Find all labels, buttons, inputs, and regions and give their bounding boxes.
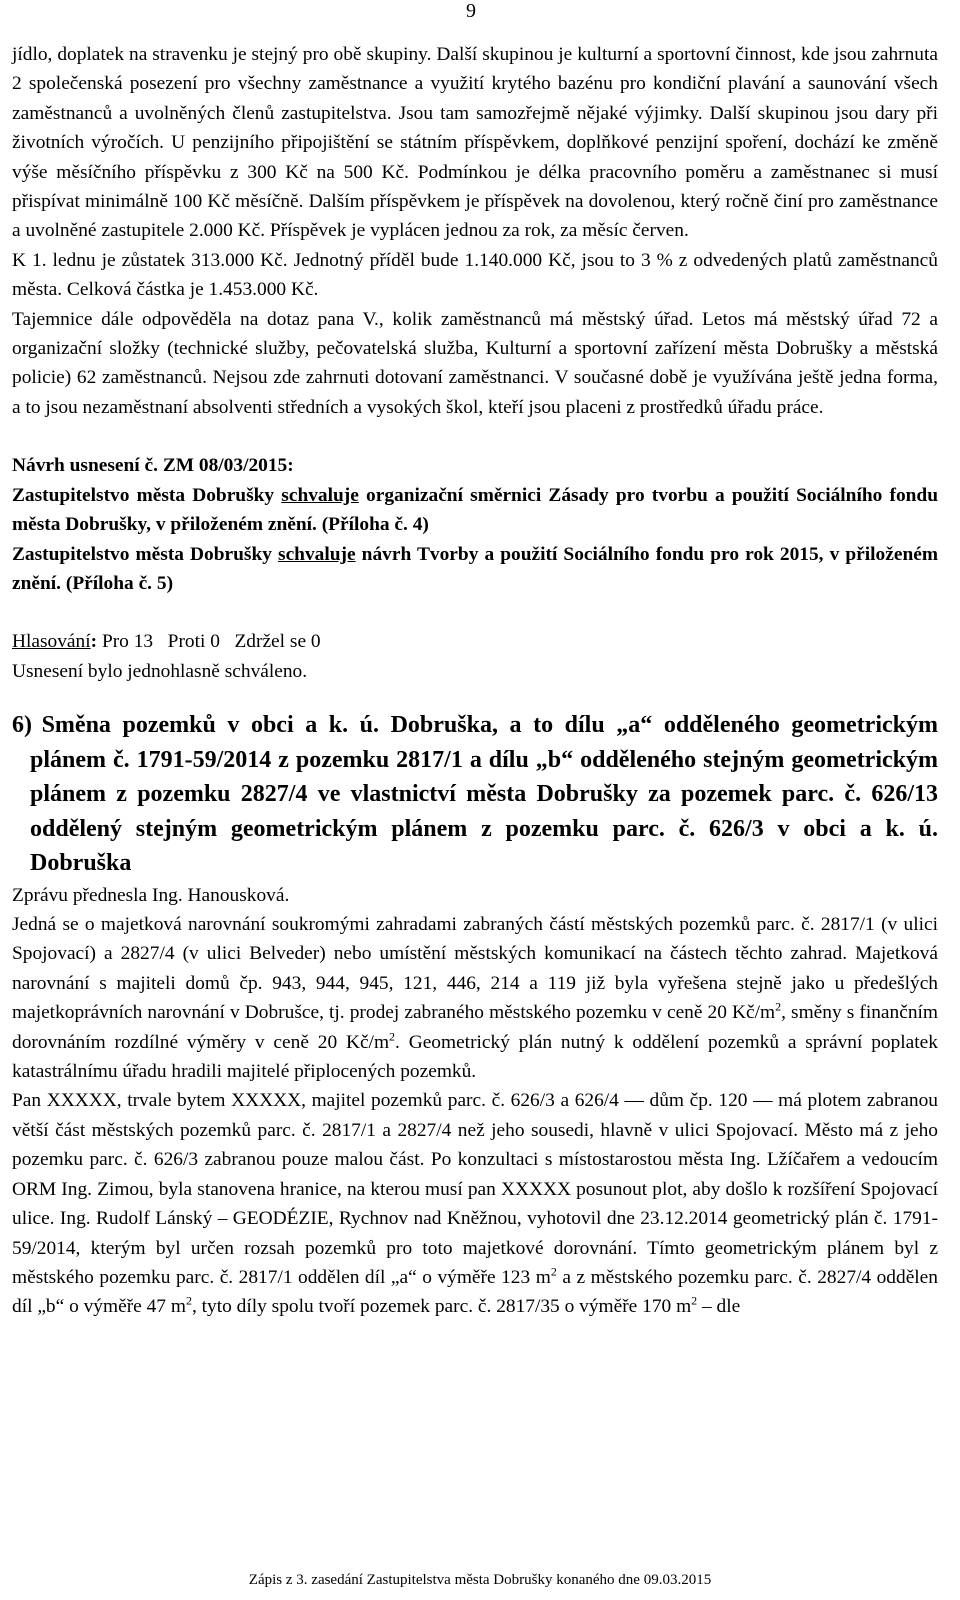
section-6-heading: 6) Směna pozemků v obci a k. ú. Dobruška, a to dílu „a“ odděleného geometrickým plánem č. 1791-59/2014 z pozemku 2817/1 a dílu „b“ odděleného stejným geometrickým plánem z pozemku 2827/4 ve vlastnictví města Dobrušky za pozemek parc. č. 626/13 oddělený stejným geometrickým plánem z pozemku parc. č. 626/3 v obci a k. ú. Dobruška: [12, 712, 938, 877]
section-6-presenter: Zprávu přednesla Ing. Hanousková.: [12, 884, 290, 906]
vote-label: Hlasování: [12, 631, 91, 653]
paragraph-social-fund: jídlo, doplatek na stravenku je stejný pro obě skupiny. Další skupinou je kulturní a sportovní činnost, kde jsou zahrnuta 2 společenská posezení pro všechny zaměstnance a využití krytého bazénu pro kondiční plavání a saunování všech zaměstnanců a uvolněných členů zastupitelstva. Jsou tam samozřejmě nějaké výjimky. Další skupinou jsou dary při životních výročích. U penzijního připojištění se státním příspěvkem, doplňkové penzijní spoření, dochází ke změně výše měsíčního příspěvku z 300 Kč na 500 Kč. Podmínkou je délka pracovního poměru a zaměstnanec si musí přispívat minimálně 100 Kč měsíčně. Dalším příspěvkem je příspěvek na dovolenou, který ročně činí pro zaměstnance a uvolněné zastupitele 2.000 Kč. Příspěvek je vyplácen jednou za rok, za měsíc červen.: [12, 44, 938, 242]
paragraph-employees: Tajemnice dále odpověděla na dotaz pana V., kolik zaměstnanců má městský úřad. Letos má městský úřad 72 a organizační složky (technické služby, pečovatelská služba, Kulturní a sportovní zařízení města Dobrušky a městská policie) 62 zaměstnanců. Nejsou zde zahrnuti dotovaní zaměstnanci. V současné době je využívána ještě jedna forma, a to jsou nezaměstnaní absolventi středních a vysokých škol, kteří jsou placeni z prostředků úřadu práce.: [12, 308, 938, 418]
resolution-title: Návrh usnesení č. ZM 08/03/2015:: [12, 455, 294, 477]
vote-outcome: Usnesení bylo jednohlasně schváleno.: [12, 660, 308, 682]
page-number: 9: [466, 0, 476, 22]
paragraph-balance: K 1. lednu je zůstatek 313.000 Kč. Jednotný příděl bude 1.140.000 Kč, jsou to 3 % z odvedených platů zaměstnanců města. Celková částka je 1.453.000 Kč.: [12, 249, 938, 301]
vote-result: Hlasování: Pro 13 Proti 0 Zdržel se 0: [12, 631, 321, 653]
section-6-paragraph-1: Jedná se o majetková narovnání soukromými zahradami zabraných částí městských pozemků parc. č. 2817/1 (v ulici Spojovací) a 2827/4 (v ulici Belveder) nebo umístění městských komunikací na částech těchto zahrad. Majetková narovnání s majiteli domů čp. 943, 944, 945, 121, 446, 214 a 119 již byla vyřešena stejně jako u předešlých majetkoprávních narovnání v Dobrušce, tj. prodej zabraného městského pozemku v ceně 20 $Kč/m^2$, směny s finančním dorovnáním rozdílné výměry v ceně 20 $Kč/m^2$. Geometrický plán nutný k oddělení pozemků a správní poplatek katastrálnímu úřadu hradili majitelé připlocených pozemků.: [12, 914, 938, 1083]
section-6-paragraph-2: Pan XXXXX, trvale bytem XXXXX, majitel pozemků parc. č. 626/3 a 626/4 — dům čp. 120 — má plotem zabranou větší část městských pozemků parc. č. 2817/1 a 2827/4 než jeho sousedi, hlavně v ulici Spojovací. Město má z jeho pozemku parc. č. 626/3 zabranou pouze malou část. Po konzultaci s místostarostou města Ing. Lžíčařem a vedoucím ORM Ing. Zimou, byla stanovena hranice, na kterou musí pan XXXXX posunout plot, aby došlo k rozšíření Spojovací ulice. Ing. Rudolf Lánský – GEODÉZIE, Rychnov nad Kněžnou, vyhotovil dne 23.12.2014 geometrický plán č. 1791-59/2014, kterým byl určen rozsah pozemků pro toto majetkové dorovnání. Tímto geometrickým plánem byl z městského pozemku parc. č. 2817/1 oddělen díl „a“ o výměře 123 $m^2$ a z městského pozemku parc. č. 2827/4 oddělen díl „b“ o výměře 47 $m^2$, tyto díly spolu tvoří pozemek parc. č. 2817/35 o výměře 170 $m^2$ – dle: [12, 1090, 938, 1318]
resolution-item-1: Zastupitelstvo města Dobrušky schvaluje organizační směrnici Zásady pro tvorbu a použití Sociálního fondu města Dobrušky, v přiloženém znění. (Příloha č. 4): [12, 484, 938, 536]
page-footer: Zápis z 3. zasedání Zastupitelstva města Dobrušky konaného dne 09.03.2015: [248, 1572, 712, 1588]
document-body: [12, 40, 938, 1322]
resolution-item-2: Zastupitelstvo města Dobrušky schvaluje návrh Tvorby a použití Sociálního fondu pro rok 2015, v přiloženém znění. (Příloha č. 5): [12, 543, 938, 594]
